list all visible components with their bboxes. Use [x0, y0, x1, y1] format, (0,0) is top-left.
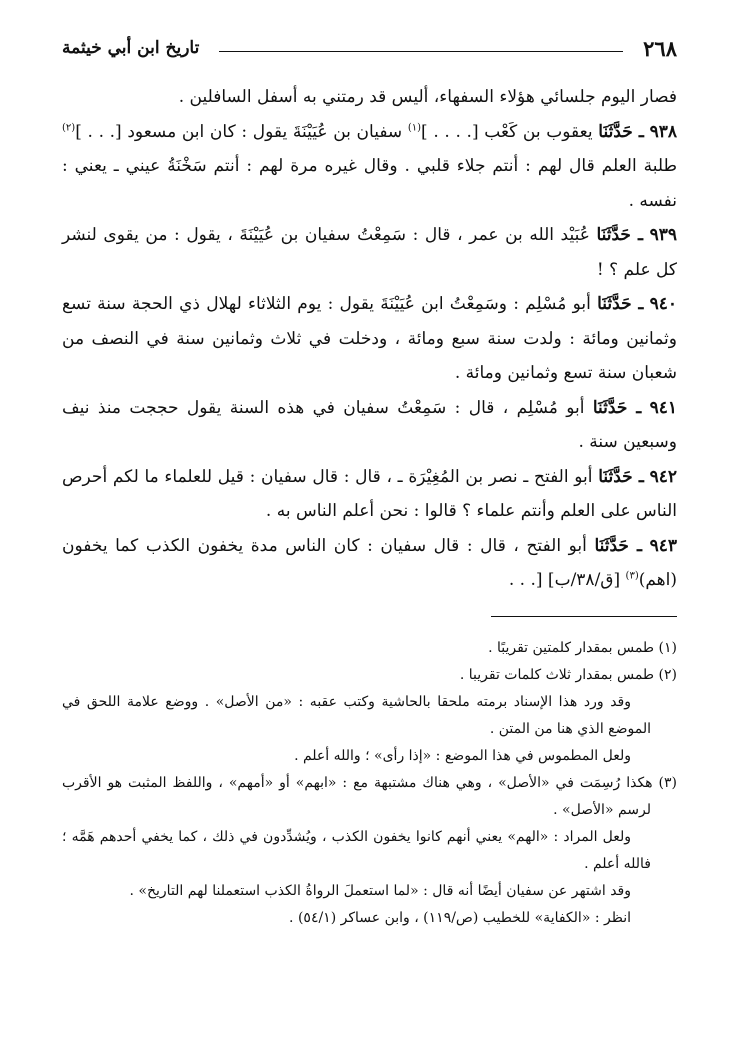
hadith-940	[62, 287, 677, 391]
main-text	[62, 80, 677, 598]
hadith-text: أبو الفتح ـ نصر بن المُغِيْرَة ـ ، قال : قال سفيان : قيل للعلماء ما لكم أحرص الناس على العلم وأنتم علماء ؟ قالوا : نحن أعلم الناس به .	[62, 466, 677, 521]
hadith-943	[62, 529, 677, 598]
hadith-text: يعقوب بن كَعْب [. . . . ]	[421, 121, 593, 142]
footnote-2-note-2: ولعل المطموس في هذا الموضع : «إذا رأى» ؛ والله أعلم .	[294, 747, 631, 764]
footnote-ref-3[interactable]: (٣)	[625, 570, 639, 582]
hadith-text: أبو مُسْلِم : وسَمِعْتُ ابن عُيَيْنَةَ يقول : يوم الثلاثاء لهلال ذي الحجة سنة تسع وثمانين ومائة : ولدت سنة سبع ومائة ، ودخلت في ثلاث وثمانين سنة في النصف من شعبان سنة تسع وثمانين ومائة .	[62, 294, 677, 383]
hadith-939	[62, 218, 677, 287]
hadith-number: ٩٤٣	[649, 535, 678, 556]
footnote-3-note-2: وقد اشتهر عن سفيان أيضًا أنه قال : «لما استعملَ الرواةُ الكذب استعملنا لهم التاريخ» .	[129, 882, 631, 899]
page-header	[62, 30, 677, 66]
haddathana-word: ـ حَدَّثَنَا	[592, 397, 642, 418]
haddathana-word: ـ حَدَّثَنَا	[597, 294, 644, 314]
haddathana-word: ـ حَدَّثَنَا	[596, 225, 644, 245]
hadith-text: طلبة العلم قال لهم : أنتم جلاء قلبي . وقال غيره مرة لهم : أنتم سَخْنَةُ عيني ـ يعني : نفسه .	[62, 156, 677, 211]
haddathana-word: ـ حَدَّثَنَا	[598, 121, 644, 142]
footnote-1: (١) طمس بمقدار كلمتين تقريبًا .	[488, 639, 677, 656]
footnote-3-note: ولعل المراد : «الهم» يعني أنهم كانوا يخفون الكذب ، ويُشدِّدون في ذلك ، كما يخفي أحدهم هَمَّه ؛ فالله أعلم .	[62, 828, 651, 872]
hadith-942	[62, 460, 677, 529]
header-rule	[219, 51, 623, 52]
haddathana-word: ـ حَدَّثَنَا	[598, 466, 644, 487]
hadith-text: أبو الفتح ، قال : قال سفيان : كان الناس مدة يخفون الكذب كما يخفون (اهم)	[62, 535, 677, 590]
footnote-separator	[491, 616, 677, 617]
footnote-ref-2[interactable]: (٢)	[62, 121, 76, 133]
hadith-text: عُبَيْد الله بن عمر ، قال : سَمِعْتُ سفيان بن عُيَيْنَةَ ، يقول : من يقوى لنشر كل علم ؟ !	[62, 225, 677, 280]
hadith-number: ٩٣٩	[649, 225, 678, 245]
footnote-3-note-3: انظر : «الكفاية» للخطيب (ص/١١٩) ، وابن عساكر (٥٤/١) .	[289, 909, 631, 926]
hadith-text: أبو مُسْلِم ، قال : سَمِعْتُ سفيان في هذه السنة يقول حججت منذ نيف وسبعين سنة .	[62, 397, 677, 452]
hadith-text: [ق/٣٨/ب] [. . .	[508, 570, 621, 590]
footnotes	[62, 635, 677, 932]
footnote-3: (٣) هكذا رُسِمَت في «الأصل» ، وهي هناك مشتبهة مع : «ابهم» أو «أمهم» ، واللفظ المثبت هو الأقرب لرسم «الأصل» .	[62, 774, 677, 818]
footnote-2-note: وقد ورد هذا الإسناد برمته ملحقا بالحاشية وكتب عقبه : «من الأصل» . ووضع علامة اللحق في الموضع الذي هنا من المتن .	[62, 693, 651, 737]
footnote-2: (٢) طمس بمقدار ثلاث كلمات تقريبا .	[459, 666, 677, 683]
intro-paragraph: فصار اليوم جلسائي هؤلاء السفهاء، أليس قد رمتني به أسفل السافلين .	[178, 87, 677, 107]
running-title: تاريخ ابن أبي خيثمة	[62, 38, 200, 58]
hadith-number: ٩٤٢	[649, 466, 678, 487]
haddathana-word: ـ حَدَّثَنَا	[594, 535, 643, 556]
hadith-938	[62, 115, 677, 219]
book-page	[62, 30, 677, 1043]
footnote-ref-1[interactable]: (١)	[407, 121, 422, 133]
hadith-text: سفيان بن عُيَيْنَةَ يقول : كان ابن مسعود [. . . ]	[75, 121, 403, 142]
page-number: ٢٦٨	[643, 35, 677, 61]
hadith-941	[62, 391, 677, 460]
hadith-number: ٩٤١	[649, 397, 678, 418]
hadith-number: ٩٤٠	[649, 294, 678, 314]
hadith-number: ٩٣٨	[649, 121, 677, 142]
